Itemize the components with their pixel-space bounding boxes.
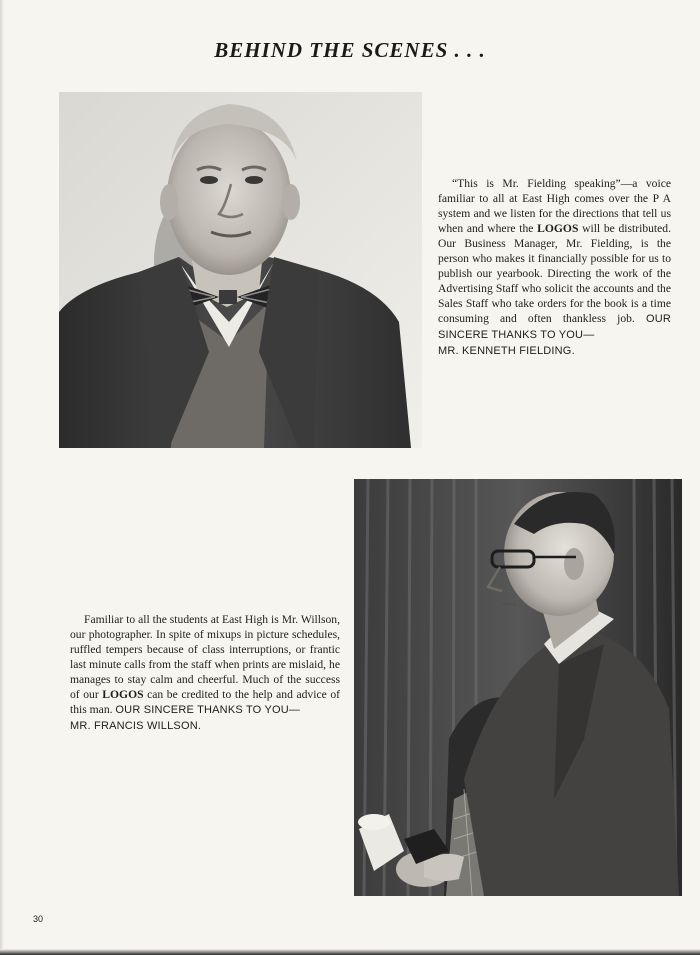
page-title: BEHIND THE SCENES . . . [214, 38, 486, 62]
willson-paragraph [70, 612, 340, 734]
fielding-thanks-line: OUR SINCERE THANKS TO YOU— [438, 313, 671, 341]
fielding-text-part1: “This is Mr. Fielding speaking”—a voice familiar to all at East High comes over the P A system and we listen for the directions that tell us when and where the [438, 177, 671, 235]
page-number: 30 [33, 914, 44, 924]
willson-name-line: MR. FRANCIS WILLSON. [70, 720, 202, 732]
willson-text-part2: can be credited to the help and advice of this man. [70, 688, 340, 716]
willson-text-part1: Familiar to all the students at East High is Mr. Willson, our photographer. In spite of mixups in picture schedules, ruffled tempers because of class interruptions, or frantic last minute calls from the staff when prints are mislaid, he manages to stay calm and cheerful. Much of the success of our [70, 613, 340, 701]
fielding-photo [59, 92, 422, 448]
willson-thanks-line: OUR SINCERE THANKS TO YOU— [115, 704, 301, 716]
fielding-name-line: MR. KENNETH FIELDING. [438, 345, 575, 357]
logos-name: LOGOS [102, 688, 144, 701]
page-bottom-edge [0, 949, 700, 955]
willson-caption [70, 612, 340, 734]
fielding-paragraph [438, 176, 671, 359]
logos-name: LOGOS [537, 222, 579, 235]
fielding-text-part2: will be distributed. Our Business Manager, Mr. Fielding, is the person who makes it financially possible for us to publish our yearbook. Directing the work of the Advertising Staff who solicit the accounts and the Sales Staff who take orders for the book is a time consuming and often thankless job. [438, 222, 671, 325]
fielding-caption [438, 176, 671, 359]
willson-photo [354, 479, 682, 896]
page-left-edge [0, 0, 4, 955]
